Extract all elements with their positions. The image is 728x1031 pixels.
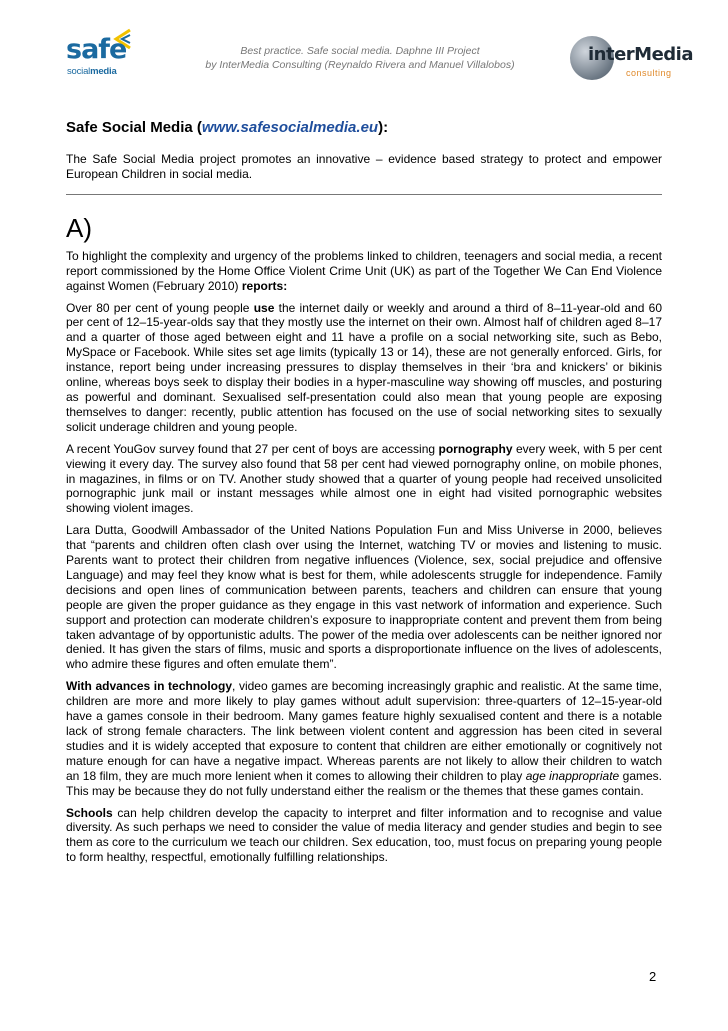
- p5-italic: age inappropriate: [525, 768, 620, 783]
- section-divider: [66, 194, 662, 195]
- logo-intermedia-word: interMedia: [588, 44, 693, 65]
- p2-bold: use: [253, 300, 275, 315]
- header-caption: [180, 44, 540, 72]
- intro-paragraph: The Safe Social Media project promotes an innovative – evidence based strategy to protect and empower European Children in social media.: [66, 152, 662, 181]
- p6-text-a: can help children develop the capacity to interpret and filter information and to recognise and value diversity. As such perhaps we need to consider the value of media literacy and gender studies and begin to see them as core to the curriculum we teach our children. Sex education, too, must focus on preparing young people to form healthy, respectful, emotionally fulfilling relationships.: [66, 805, 662, 865]
- p2-text-b: the internet daily or weekly and around a third of 8–11-year-old and 60 per cent of 12–15-year-olds say that they mostly use the internet on their own. Almost half of children aged 8–17 and a quarter of those aged between eight and 11 have a profile on a social networking site, such as Bebo, MySpace or Facebook. While sites set age limits (typically 13 or 14), these are not generally enforced. Girls, for instance, report being under increasing pressures to display themselves in their ‘bra and knickers’ or bikinis online, whereas boys seek to display their bodies in a hyper-masculine way showing off muscles, and posturing as powerful and dominant. Sexualised self-presentation could also mean that young people are exposing themselves to danger: recently, public attention has focused on the use of social networking sites to sexually solicit underage children and young people.: [66, 300, 663, 434]
- paragraph-2: [66, 301, 662, 435]
- logo-tagline-suffix: media: [90, 66, 117, 77]
- header-line-2: by InterMedia Consulting (Reynaldo Rivera and Manuel Villalobos): [205, 59, 515, 71]
- logo-tagline-prefix: social: [67, 66, 91, 77]
- section-label: A): [66, 212, 92, 243]
- p5-bold: With advances in technology: [66, 679, 233, 694]
- page-header: [0, 0, 728, 90]
- p1-text: To highlight the complexity and urgency of the problems linked to children, teenagers and social media, a recent report commissioned by the Home Office Violent Crime Unit (UK) as part of the Together We Can End Violence against Women (February 2010): [66, 248, 662, 293]
- paragraph-1: [66, 249, 662, 294]
- p3-text-a: A recent YouGov survey found that 27 per cent of boys are accessing: [66, 441, 439, 456]
- title-suffix: ):: [378, 119, 389, 136]
- header-line-1: Best practice. Safe social media. Daphne III Project: [240, 45, 480, 57]
- p5-text-b: games. This may be because they do not fully understand either the realism or the themes that these games contain.: [66, 768, 663, 798]
- p5-text-a: , video games are becoming increasingly graphic and realistic. At the same time, children are more and more likely to play games without adult supervision: three-quarters of 12–15-year-old have a games console in their bedroom. Many games feature highly sexualised content and there is a notable lack of strong female characters. The link between violent content and aggression has been cited in several studies and it is widely accepted that exposure to content that children are either emotionally or cognitively not mature enough for can have a negative impact. Whereas parents are not likely to allow their children to watch an 18 film, they are much more lenient when it comes to allowing their children to play: [66, 679, 662, 783]
- paragraph-3: [66, 442, 662, 517]
- p6-bold: Schools: [66, 805, 113, 820]
- document-body: [66, 118, 662, 865]
- safe-social-media-logo: [66, 30, 136, 80]
- page-number: 2: [649, 969, 657, 984]
- paragraph-6: [66, 806, 662, 866]
- paragraph-4: Lara Dutta, Goodwill Ambassador of the United Nations Population Fun and Miss Universe in 2000, believes that “parents and children often clash over using the Internet, watching TV or movies and listening to music. Parents want to protect their children from negative influences (Violence, sex, social prejudice and offensive Language) and may feel they know what is best for them, while adolescents struggle for independence. Family decisions and open lines of communication between parents, teachers and children can ensure that young people are given the proper guidance as they engage in this vast network of information and experience. Such support and protection can moderate children’s exposure to inappropriate content and prevent them from being taken advantage of by opportunistic adults. The power of the media over adolescents can be neither ignored nor denied. It has given the stars of films, music and sports a disproportionate influence on the lives of adolescents, who admire these figures and often emulate them”.: [66, 523, 662, 672]
- document-title: [66, 118, 662, 138]
- logo-consulting-word: consulting: [626, 68, 672, 78]
- intermedia-logo: [570, 36, 693, 84]
- title-url-link[interactable]: www.safesocialmedia.eu: [201, 119, 379, 136]
- p2-text-a: Over 80 per cent of young people: [66, 300, 254, 315]
- p3-bold: pornography: [438, 441, 513, 456]
- p3-text-b: every week, with 5 per cent viewing it every day. The survey also found that 58 per cent had viewed pornography online, on mobile phones, in magazines, in films or on TV. Another study showed that a quarter of young people had received unsolicited pornographic junk mail or instant messages while almost one in eight had visited pornographic websites showing violent images.: [66, 441, 662, 516]
- title-prefix: Safe Social Media (: [66, 119, 202, 136]
- p1-bold: reports:: [241, 278, 288, 293]
- paragraph-5: [66, 679, 662, 798]
- logo-safe-word: safe: [66, 34, 127, 65]
- logo-tagline: [67, 66, 117, 77]
